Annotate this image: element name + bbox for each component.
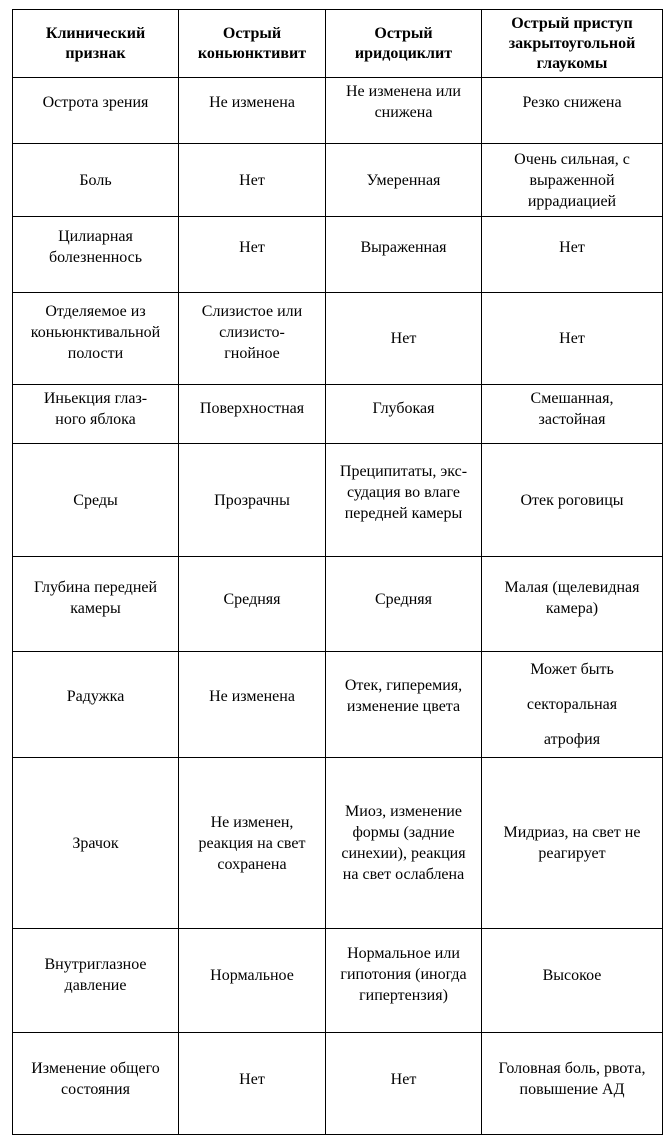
cell-conjunctivitis: Не изменена	[179, 78, 326, 144]
cell-iridocyclitis: Отек, гиперемия, изменение цвета	[326, 652, 482, 758]
header-clinical-sign: Клинический признак	[13, 10, 179, 78]
cell-conjunctivitis: Поверхностная	[179, 385, 326, 444]
row-label: Изменение общего состояния	[13, 1033, 179, 1135]
cell-iridocyclitis: Глубокая	[326, 385, 482, 444]
row-label: Острота зрения	[13, 78, 179, 144]
cell-glaucoma: Нет	[482, 293, 663, 385]
table-row	[13, 78, 663, 144]
cell-conjunctivitis: Средняя	[179, 557, 326, 652]
cell-glaucoma: Мидриаз, на свет не реагирует	[482, 758, 663, 929]
row-label: Среды	[13, 444, 179, 557]
cell-iridocyclitis: Нет	[326, 1033, 482, 1135]
cell-glaucoma: Очень сильная, с выраженной иррадиацией	[482, 144, 663, 217]
cell-glaucoma: Высокое	[482, 929, 663, 1033]
cell-glaucoma: Головная боль, рвота, повышение АД	[482, 1033, 663, 1135]
cell-conjunctivitis: Не изменен, реакция на свет сохранена	[179, 758, 326, 929]
cell-iridocyclitis: Выраженная	[326, 217, 482, 293]
cell-glaucoma: Нет	[482, 217, 663, 293]
table-row	[13, 217, 663, 293]
cell-conjunctivitis: Нет	[179, 1033, 326, 1135]
cell-iridocyclitis: Не изменена или снижена	[326, 78, 482, 144]
table-row	[13, 758, 663, 929]
row-label: Радужка	[13, 652, 179, 758]
comparison-table	[12, 9, 663, 1135]
cell-conjunctivitis: Нет	[179, 144, 326, 217]
header-conjunctivitis: Острый коньюнктивит	[179, 10, 326, 78]
cell-iridocyclitis: Миоз, изменение формы (задние синехии), реакция на свет ослаблена	[326, 758, 482, 929]
row-label: Цилиарная болезненнось	[13, 217, 179, 293]
cell-iridocyclitis: Умеренная	[326, 144, 482, 217]
table-row	[13, 1033, 663, 1135]
row-label: Внутриглазное давление	[13, 929, 179, 1033]
cell-glaucoma: Малая (щелевидная камера)	[482, 557, 663, 652]
header-row	[13, 10, 663, 78]
table-row	[13, 385, 663, 444]
table-row	[13, 444, 663, 557]
row-label: Глубина передней камеры	[13, 557, 179, 652]
row-label: Боль	[13, 144, 179, 217]
cell-conjunctivitis: Нормальное	[179, 929, 326, 1033]
table-row	[13, 652, 663, 758]
row-label: Иньекция глаз- ного яблока	[13, 385, 179, 444]
cell-glaucoma: Может быть секторальная атрофия	[482, 652, 663, 758]
cell-iridocyclitis: Средняя	[326, 557, 482, 652]
cell-conjunctivitis: Слизистое или слизисто- гнойное	[179, 293, 326, 385]
cell-conjunctivitis: Нет	[179, 217, 326, 293]
table-row	[13, 929, 663, 1033]
header-glaucoma: Острый приступ закрытоугольной глаукомы	[482, 10, 663, 78]
cell-glaucoma: Смешанная, застойная	[482, 385, 663, 444]
table-row	[13, 557, 663, 652]
cell-conjunctivitis: Не изменена	[179, 652, 326, 758]
row-label: Отделяемое из коньюнктивальной полости	[13, 293, 179, 385]
cell-iridocyclitis: Нормальное или гипотония (иногда гипертензия)	[326, 929, 482, 1033]
table-row	[13, 144, 663, 217]
row-label: Зрачок	[13, 758, 179, 929]
cell-conjunctivitis: Прозрачны	[179, 444, 326, 557]
cell-iridocyclitis: Преципитаты, экс- судация во влаге передней камеры	[326, 444, 482, 557]
header-iridocyclitis: Острый иридоциклит	[326, 10, 482, 78]
table-row	[13, 293, 663, 385]
cell-iridocyclitis: Нет	[326, 293, 482, 385]
cell-glaucoma: Отек роговицы	[482, 444, 663, 557]
cell-glaucoma: Резко снижена	[482, 78, 663, 144]
